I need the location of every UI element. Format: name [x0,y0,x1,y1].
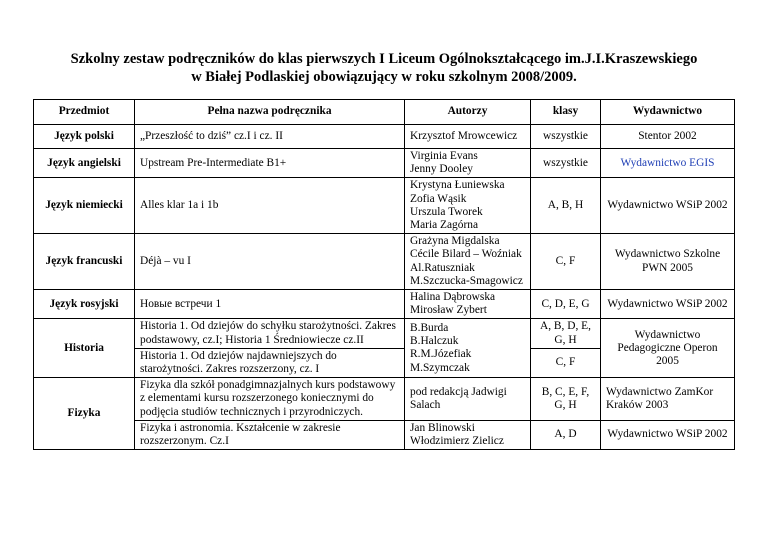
classes-cell: B, C, E, F, G, H [531,378,601,421]
title-cell: Déjà – vu I [135,234,405,290]
header-wydawnictwo: Wydawnictwo [601,100,735,125]
authors-cell [405,178,531,234]
author: Włodzimierz Zielicz [410,435,504,448]
publisher-cell: Wydawnictwo Szkolne PWN 2005 [601,234,735,290]
author: Jenny Dooley [410,163,473,176]
subject-cell: Język polski [34,125,135,149]
author: Salach [410,399,441,412]
classes-cell: C, F [531,348,601,377]
author: Jan Blinowski [410,421,475,434]
title-cell: Fizyka i astronomia. Kształcenie w zakresie rozszerzonym. Cz.I [135,420,405,449]
textbook-table [33,99,735,450]
title-cell: Alles klar 1a i 1b [135,178,405,234]
author: M.Szczucka-Smagowicz [410,274,523,287]
table-row [34,420,735,449]
author: Urszula Tworek [410,205,483,218]
publisher-cell: Wydawnictwo WSiP 2002 [601,420,735,449]
subject-cell: Historia [34,319,135,378]
author: Krzysztof Mrowcewicz [410,129,518,142]
title-cell: Upstream Pre-Intermediate B1+ [135,149,405,178]
publisher-cell: Wydawnictwo WSiP 2002 [601,178,735,234]
table-row [34,178,735,234]
header-nazwa: Pełna nazwa podręcznika [135,100,405,125]
table-header-row [34,100,735,125]
classes-cell: C, D, E, G [531,290,601,319]
author: Mirosław Zybert [410,304,487,317]
table-row [34,378,735,421]
classes-cell: wszystkie [531,149,601,178]
author: Grażyna Migdalska [410,235,500,248]
authors-cell [405,319,531,378]
header-klasy: klasy [531,100,601,125]
classes-cell: wszystkie [531,125,601,149]
title-line-1: Szkolny zestaw podręczników do klas pierwszych I Liceum Ogólnokształcącego im.J.I.Kraszewskiego [70,51,698,67]
author: Krystyna Łuniewska [410,179,505,192]
subject-cell: Język angielski [34,149,135,178]
table-row [34,234,735,290]
authors-cell [405,125,531,149]
classes-cell: A, B, D, E, G, H [531,319,601,348]
title-line-2: w Białej Podlaskiej obowiązujący w roku szkolnym 2008/2009. [191,69,577,85]
publisher-cell: Stentor 2002 [601,125,735,149]
authors-cell [405,420,531,449]
author: Halina Dąbrowska [410,291,496,304]
classes-cell: C, F [531,234,601,290]
table-row [34,125,735,149]
subject-cell: Język niemiecki [34,178,135,234]
author: B.Halczuk [410,335,459,348]
subject-cell: Język rosyjski [34,290,135,319]
title-cell: Новые встречи 1 [135,290,405,319]
author: Cécile Bilard – Woźniak [410,248,522,261]
authors-cell [405,378,531,421]
author: Al.Ratuszniak [410,261,475,274]
publisher-cell: Wydawnictwo Pedagogiczne Operon 2005 [601,319,735,378]
title-cell: Fizyka dla szkół ponadgimnazjalnych kurs podstawowy z elementami kursu rozszerzonego koniecznymi do podjęcia studiów technicznych i przyrodniczych. [135,378,405,421]
publisher-cell: Wydawnictwo WSiP 2002 [601,290,735,319]
publisher-link[interactable]: Wydawnictwo EGIS [601,149,735,178]
classes-cell: A, B, H [531,178,601,234]
author: B.Burda [410,321,449,334]
authors-cell [405,149,531,178]
subject-cell: Fizyka [34,378,135,450]
author: Maria Zagórna [410,219,478,232]
document-title [0,50,768,86]
table-row [34,149,735,178]
authors-cell [405,290,531,319]
author: M.Szymczak [410,361,470,374]
author: pod redakcją Jadwigi [410,385,507,398]
table-row [34,319,735,348]
author: Zofia Wąsik [410,192,467,205]
table-row [34,290,735,319]
author: Virginia Evans [410,150,478,162]
header-autorzy: Autorzy [405,100,531,125]
title-cell: Historia 1. Od dziejów do schyłku starożytności. Zakres podstawowy, cz.I; Historia 1 Średniowiecze cz.II [135,319,405,348]
header-przedmiot: Przedmiot [34,100,135,125]
publisher-cell: Wydawnictwo ZamKor Kraków 2003 [601,378,735,421]
title-cell: „Przeszłość to dziś” cz.I i cz. II [135,125,405,149]
author: R.M.Józefiak [410,348,472,361]
classes-cell: A, D [531,420,601,449]
title-cell: Historia 1. Od dziejów najdawniejszych do starożytności. Zakres rozszerzony, cz. I [135,348,405,377]
subject-cell: Język francuski [34,234,135,290]
authors-cell [405,234,531,290]
